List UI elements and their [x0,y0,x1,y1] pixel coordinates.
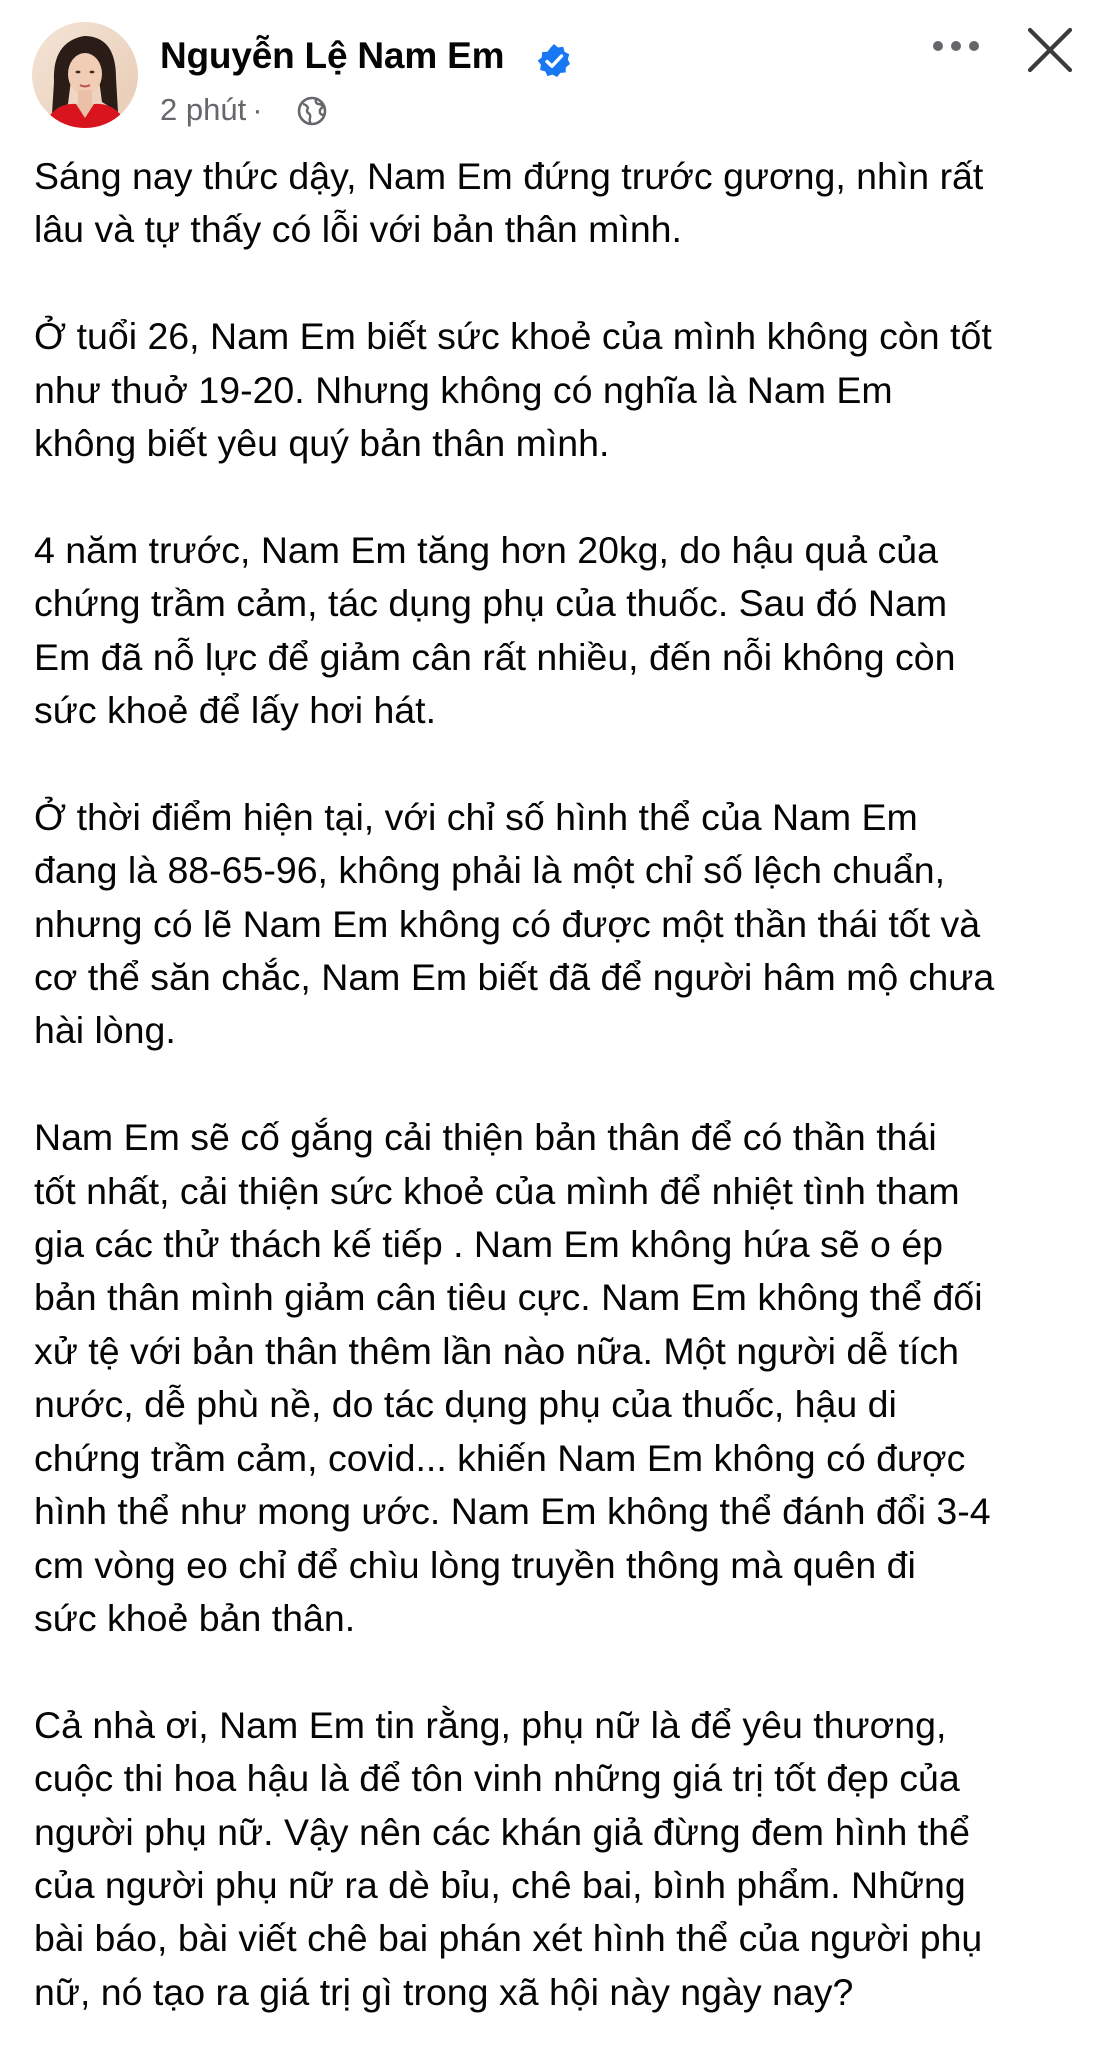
post-text-line: đang là 88-65-96, không phải là một chỉ số lệch chuẩn, [34,849,946,892]
more-options-button[interactable] [928,28,984,74]
avatar[interactable] [32,22,138,128]
post-text-line: Cả nhà ơi, Nam Em tin rằng, phụ nữ là để yêu thương, [34,1703,947,1746]
post-text-line: của người phụ nữ ra dè bỉu, chê bai, bình phẩm. Những [34,1863,966,1906]
post-text-line: 4 năm trước, Nam Em tăng hơn 20kg, do hậu quả của [34,528,938,571]
post-text-line: bản thân mình giảm cân tiêu cực. Nam Em không thể đối [34,1276,983,1319]
close-icon [1024,24,1076,76]
post-paragraph [34,310,1084,470]
post-text-line: Em đã nỗ lực để giảm cân rất nhiều, đến nỗi không còn [34,635,956,678]
post-paragraph [34,1699,1084,2019]
post-text-line: hài lòng. [34,1009,176,1052]
post-text-line: lâu và tự thấy có lỗi với bản thân mình. [34,208,682,251]
post-text-line: tốt nhất, cải thiện sức khoẻ của mình để nhiệt tình tham [34,1169,960,1212]
post-header [0,0,1106,150]
post-text-line: gia các thử thách kế tiếp . Nam Em không hứa sẽ o ép [34,1223,944,1266]
post-text-line: cm vòng eo chỉ để chìu lòng truyền thông mà quên đi [34,1543,916,1586]
post-text-line: Ở thời điểm hiện tại, với chỉ số hình thể của Nam Em [34,795,918,838]
post-text-line: chứng trầm cảm, covid... khiến Nam Em không có được [34,1436,966,1479]
meta-separator: · [252,92,263,127]
post-text-line: cơ thể săn chắc, Nam Em biết đã để người hâm mộ chưa [34,956,995,999]
post-paragraph [34,1111,1084,1645]
post-timestamp[interactable]: 2 phút [160,92,247,127]
avatar-photo [32,22,138,128]
post-text-line: như thuở 19-20. Nhưng không có nghĩa là Nam Em [34,368,893,411]
post-text-line: Nam Em sẽ cố gắng cải thiện bản thân để có thần thái [34,1116,937,1159]
post-text-line: Sáng nay thức dậy, Nam Em đứng trước gương, nhìn rất [34,155,984,197]
post-text-line: Ở tuổi 26, Nam Em biết sức khoẻ của mình không còn tốt [34,315,992,358]
post-meta [160,92,269,128]
post-text-line: hình thể như mong ước. Nam Em không thể đánh đổi 3-4 [34,1490,991,1533]
post-text-line: chứng trầm cảm, tác dụng phụ của thuốc. Sau đó Nam [34,582,948,625]
post-body [34,150,1084,2019]
post-text-line: nước, dễ phù nề, do tác dụng phụ của thuốc, hậu di [34,1383,897,1426]
post-text-line: sức khoẻ bản thân. [34,1596,356,1639]
post-text-line: không biết yêu quý bản thân mình. [34,422,610,465]
close-button[interactable] [1024,24,1076,76]
post-text-line: cuộc thi hoa hậu là để tôn vinh những giá trị tốt đẹp của [34,1757,960,1800]
post-text-line: bài báo, bài viết chê bai phán xét hình thể của người phụ [34,1917,983,1960]
author-name[interactable]: Nguyễn Lệ Nam Em [160,35,505,76]
post-paragraph [34,524,1084,738]
post-text-line: sức khoẻ để lấy hơi hát. [34,689,436,732]
globe-icon[interactable] [296,95,328,127]
post-text-line: nhưng có lẽ Nam Em không có được một thần thái tốt và [34,902,981,945]
post-text-line: xử tệ với bản thân thêm lần nào nữa. Một người dễ tích [34,1329,959,1372]
post-text-line: nữ, nó tạo ra giá trị gì trong xã hội này ngày nay? [34,1970,854,2013]
post-paragraph [34,150,1084,257]
post-paragraph [34,791,1084,1058]
more-options-icon [928,28,984,74]
post-text-line: người phụ nữ. Vậy nên các khán giả đừng đem hình thể [34,1810,970,1853]
verified-badge-icon [536,43,572,79]
